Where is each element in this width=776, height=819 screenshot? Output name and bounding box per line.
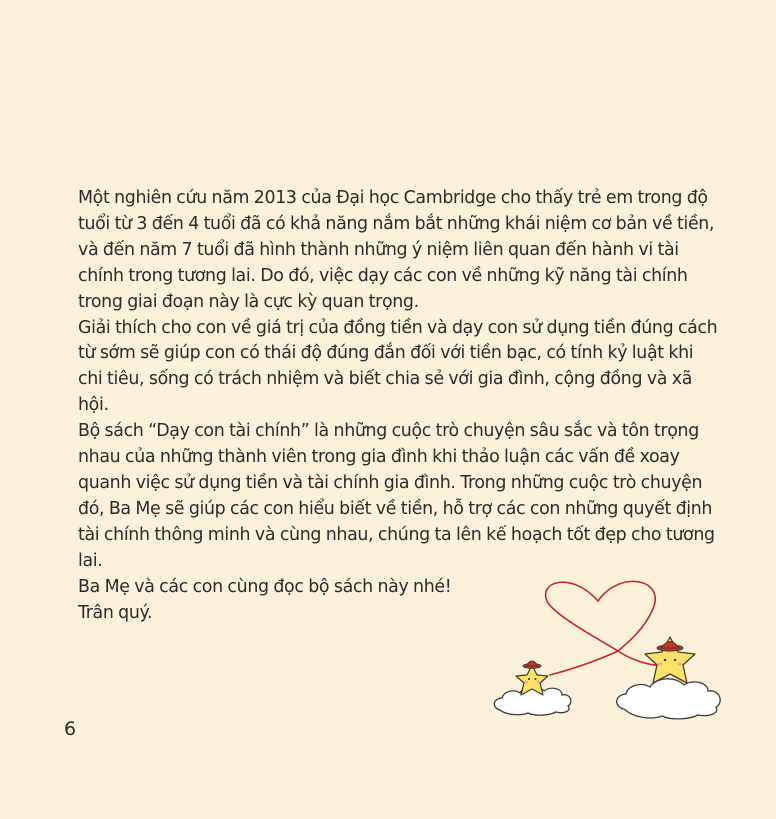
paragraph-4: Ba Mẹ và các con cùng đọc bộ sách này nhé! xyxy=(78,576,452,597)
page-number: 6 xyxy=(64,718,77,740)
stars-heart-illustration xyxy=(490,575,726,723)
cloud-icon xyxy=(617,679,720,719)
large-star-character-icon xyxy=(645,637,695,683)
cloud-icon xyxy=(494,686,571,715)
body-text xyxy=(78,186,718,626)
paragraph-1: Một nghiên cứu năm 2013 của Đại học Cambridge cho thấy trẻ em trong độ tuổi từ 3 đến 4 tuổi đã có khả năng nắm bắt những khái niệm cơ bản về tiền, và đến năm 7 tuổi đã hình thành những ý niệm liên quan đến hành vi tài chính trong tương lai. Do đó, việc dạy các con về những kỹ năng tài chính trong giai đoạn này là cực kỳ quan trọng. xyxy=(78,188,715,312)
paragraph-3: Bộ sách “Dạy con tài chính” là những cuộc trò chuyện sâu sắc và tôn trọng nhau của những thành viên trong gia đình khi thảo luận các vấn đề xoay quanh việc sử dụng tiền và tài chính gia đình. Trong những cuộc trò chuyện đó, Ba Mẹ sẽ giúp các con hiểu biết về tiền, hỗ trợ các con những quyết định tài chính thông minh và cùng nhau, chúng ta lên kế hoạch tốt đẹp cho tương lai. xyxy=(78,421,715,571)
heart-string-icon xyxy=(546,581,665,675)
closing-line: Trân quý. xyxy=(78,602,153,623)
paragraph-2: Giải thích cho con về giá trị của đồng tiền và dạy con sử dụng tiền đúng cách từ sớm sẽ giúp con có thái độ đúng đắn đối với tiền bạc, có tính kỷ luật khi chi tiêu, sống có trách nhiệm và biết chia sẻ với gia đình, cộng đồng và xã hội. xyxy=(78,317,718,416)
